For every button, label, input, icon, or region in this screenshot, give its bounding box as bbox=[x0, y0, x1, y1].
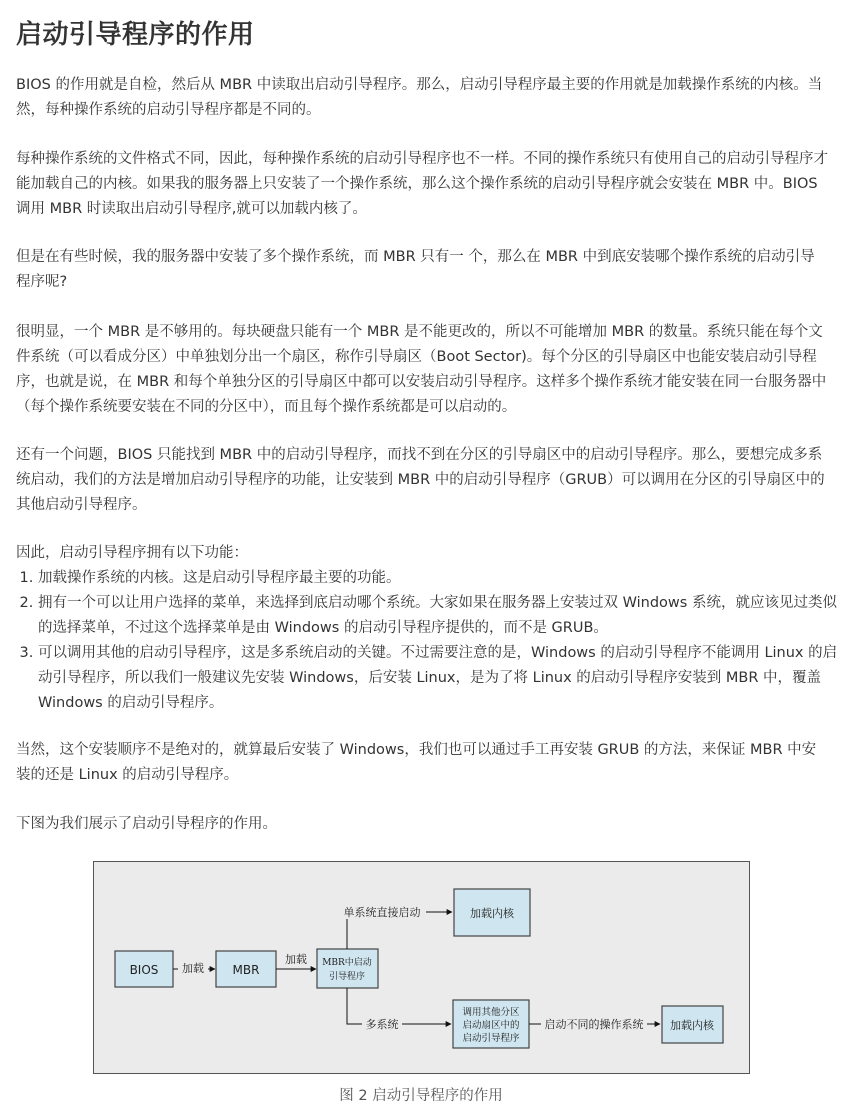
bios-node-label: BIOS bbox=[129, 963, 159, 977]
paragraph-install-order: 当然，这个安装顺序不是绝对的，就算最后安装了 Windows，我们也可以通过手工再安装 GRUB 的方法，来保证 MBR 中安装的还是 Linux 的启动引导程序。 bbox=[16, 742, 817, 783]
call-other-label-line3: 启动引导程序 bbox=[462, 1033, 520, 1044]
mbr-node-label: MBR bbox=[232, 963, 260, 977]
paragraph-bios-intro: BIOS 的作用就是自检，然后从 MBR 中读取出启动引导程序。那么，启动引导程序最主要的作用就是加载操作系统的内核。当然，每种操作系统的启动引导程序都是不同的。 bbox=[16, 77, 823, 118]
edge-multi-system-label: 多系统 bbox=[365, 1018, 399, 1031]
list-item: 3. 可以调用其他的启动引导程序，这是多系统启动的关键。不过需要注意的是，Windows 的启动引导程序不能调用 Linux 的启动引导程序，所以我们一般建议先安装 Windows，后安装 Linux，是为了将 Linux 的启动引导程序安装到 MBR 中，覆盖 Windows 的启动引导程序。 bbox=[38, 641, 850, 716]
paragraph-multi-os-question: 但是在有些时候，我的服务器中安装了多个操作系统，而 MBR 只有一 个，那么在 MBR 中到底安装哪个操作系统的启动引导程序呢? bbox=[16, 249, 815, 290]
list-item: 1. 加载操作系统的内核。这是启动引导程序最主要的功能。 bbox=[38, 566, 850, 591]
mbr-loader-node bbox=[317, 949, 378, 988]
functions-list bbox=[16, 566, 850, 716]
boot-loader-diagram bbox=[93, 861, 750, 1074]
figure-caption: 图 2 启动引导程序的作用 bbox=[339, 1088, 503, 1104]
list-item: 2. 拥有一个可以让用户选择的菜单，来选择到底启动哪个系统。大家如果在服务器上安装过双 Windows 系统，就应该见过类似的选择菜单，不过这个选择菜单是由 Windows 的启动引导程序提供的，而不是 GRUB。 bbox=[38, 591, 850, 641]
paragraph-functions-intro: 因此，启动引导程序拥有以下功能： bbox=[16, 545, 248, 561]
mbr-loader-label-line1: MBR中启动 bbox=[322, 958, 372, 968]
load-kernel-top-label: 加载内核 bbox=[470, 907, 514, 920]
edge-single-system-label: 单系统直接启动 bbox=[343, 906, 421, 919]
mbr-loader-label-line2: 引导程序 bbox=[328, 972, 366, 982]
paragraph-figure-intro: 下图为我们展示了启动引导程序的作用。 bbox=[16, 816, 277, 832]
load-kernel-bottom-label: 加载内核 bbox=[670, 1019, 714, 1032]
paragraph-grub: 还有一个问题，BIOS 只能找到 MBR 中的启动引导程序，而找不到在分区的引导扇区中的启动引导程序。那么，要想完成多系统启动，我们的方法是增加启动引导程序的功能，让安装到 MBR 中的启动引导程序（GRUB）可以调用在分区的引导扇区中的其他启动引导程序。 bbox=[16, 447, 825, 513]
paragraph-boot-sector: 很明显，一个 MBR 是不够用的。每块硬盘只能有一个 MBR 是不能更改的，所以不可能增加 MBR 的数量。系统只能在每个文件系统（可以看成分区）中单独划分出一个扇区，称作引导扇区（Boot Sector)。每个分区的引导扇区中也能安装启动引导程序，也就是说，在 MBR 和每个单独分区的引导扇区中都可以安装启动引导程序。这样多个操作系统才能安装在同一台服务器中（每个操作系统要安装在不同的分区中），而且每个操作系统都是可以启动的。 bbox=[16, 324, 827, 415]
paragraph-file-format: 每种操作系统的文件格式不同，因此，每种操作系统的启动引导程序也不一样。不同的操作系统只有使用自己的启动引导程序才能加载自己的内核。如果我的服务器上只安装了一个操作系统，那么这个操作系统的启动引导程序就会安装在 MBR 中。BIOS 调用 MBR 时读取出启动引导程序,就可以加载内核了。 bbox=[16, 151, 828, 217]
edge-bios-to-mbr-label: 加载 bbox=[182, 962, 204, 975]
page-title: 启动引导程序的作用 bbox=[16, 20, 255, 50]
call-other-label-line1: 调用其他分区 bbox=[462, 1007, 520, 1018]
call-other-label-line2: 启动扇区中的 bbox=[462, 1020, 520, 1031]
diagram-svg bbox=[94, 862, 751, 1075]
edge-boot-different-label: 启动不同的操作系统 bbox=[544, 1018, 644, 1031]
edge-mbr-to-loader-label: 加载 bbox=[285, 953, 307, 966]
